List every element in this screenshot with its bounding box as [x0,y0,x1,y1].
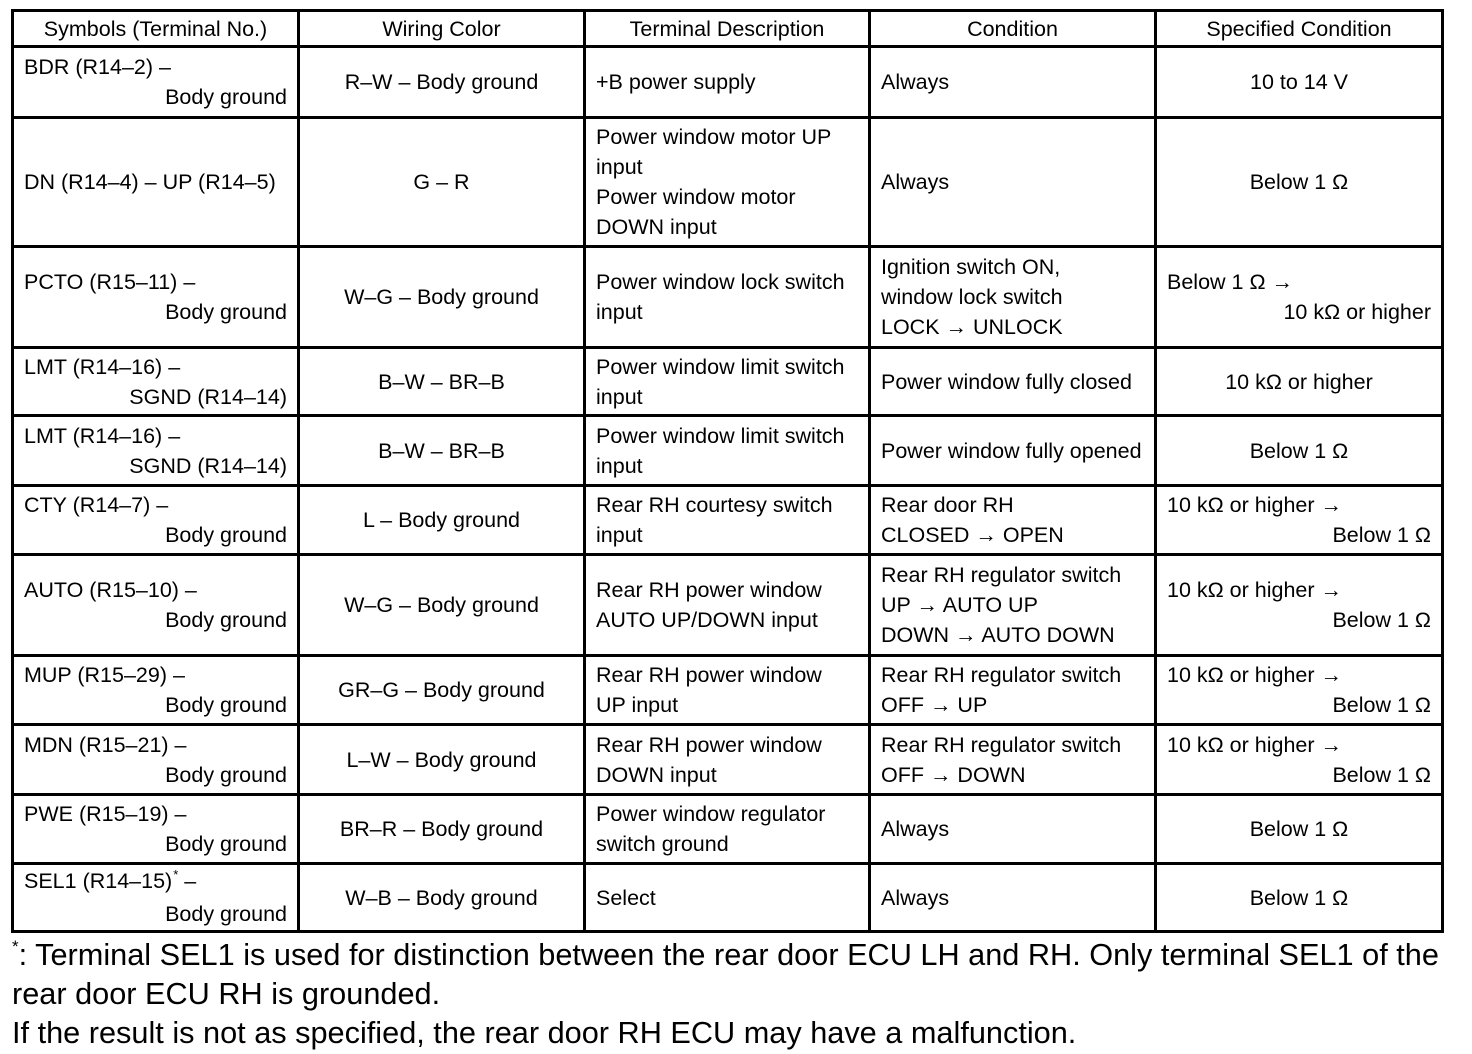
terminal-description-cell [586,556,868,654]
terminal-description-cell [586,417,868,484]
symbol-cell [14,796,297,862]
specified-condition-line: Below 1 Ω [1332,608,1431,632]
condition-line: Power window fully opened [881,438,1142,463]
symbol-line: DN (R14–4) – UP (R14–5) [24,170,276,194]
header-specified-condition: Specified Condition [1157,12,1441,45]
condition-cell [871,865,1154,930]
table-row [14,48,1441,116]
table-row [14,248,1441,346]
symbol-line: SGND (R14–14) [129,384,287,409]
terminal-description-cell [586,119,868,245]
table-row [14,657,1441,723]
description-line: input [596,155,643,179]
condition-cell [871,417,1154,484]
footnote-asterisk: * [12,937,19,956]
terminal-description-cell [586,349,868,414]
symbol-cell [14,865,297,930]
table-row [14,119,1441,245]
wiring-color-cell: W–G – Body ground [300,248,583,346]
specified-condition-cell [1157,248,1441,346]
wiring-color-cell: GR–G – Body ground [300,657,583,723]
terminal-description-cell [586,726,868,793]
symbol-line: Body ground [165,832,287,856]
specified-condition-line: Below 1 Ω → [1167,270,1294,294]
symbol-line: Body ground [165,693,287,717]
wiring-color-cell: R–W – Body ground [300,48,583,116]
symbol-line: Body ground [165,300,287,324]
terminal-description-cell [586,487,868,553]
condition-line: Always [881,170,950,194]
symbol-line: Body ground [165,902,287,926]
table-row [14,349,1441,414]
symbol-line: Body ground [165,523,287,547]
table-header-row [14,12,1441,45]
header-symbols: Symbols (Terminal No.) [14,12,297,45]
footnote-line: rear door ECU RH is grounded. [12,976,441,1011]
condition-line: DOWN → AUTO DOWN [881,623,1115,647]
symbol-text: SEL1 (R14–15) [24,869,173,893]
symbol-cell [14,657,297,723]
specified-condition-cell [1157,657,1441,723]
specified-condition-cell [1157,48,1441,116]
specified-condition-line: 10 kΩ or higher → [1167,493,1343,517]
header-wiring-color: Wiring Color [300,12,583,45]
terminal-description-cell [586,48,868,116]
table-row [14,487,1441,553]
symbol-line: AUTO (R15–10) – [24,578,197,602]
symbol-line: SGND (R14–14) [129,453,287,478]
condition-line: OFF → UP [881,693,988,717]
condition-cell [871,48,1154,116]
footnote-reference-asterisk: * [173,867,179,882]
header-condition: Condition [871,12,1154,45]
wiring-color-cell: BR–R – Body ground [300,796,583,862]
symbol-line: Body ground [165,762,287,787]
symbol-line: MUP (R15–29) – [24,663,185,687]
malfunction-note: If the result is not as specified, the rear door RH ECU may have a malfunction. [12,1015,1077,1050]
description-line: Rear RH power window [596,663,822,687]
header-terminal-description: Terminal Description [586,12,868,45]
condition-line: Rear RH regulator switch [881,663,1122,687]
footnote-text: : Terminal SEL1 is used for distinction between the rear door ECU LH and RH. Only terminal SEL1 of the [18,937,1439,972]
symbol-line: BDR (R14–2) – [24,55,171,79]
specified-condition-cell [1157,865,1441,930]
table-row [14,865,1441,930]
symbol-cell [14,726,297,793]
symbol-line: Body ground [165,85,287,109]
symbol-cell [14,556,297,654]
description-line: Power window motor UP [596,125,832,149]
symbol-line: LMT (R14–16) – [24,423,181,448]
specified-condition-line: Below 1 Ω [1249,438,1349,463]
footnote [12,935,1439,1052]
description-line: input [596,523,643,547]
specified-condition-cell [1157,487,1441,553]
condition-line: Always [881,70,950,94]
table-row [14,796,1441,862]
symbol-line: PCTO (R15–11) – [24,270,196,294]
symbol-line: Body ground [165,608,287,632]
wiring-color-cell: G – R [300,119,583,245]
symbol-line: PWE (R15–19) – [24,802,187,826]
condition-cell [871,349,1154,414]
specified-condition-cell [1157,119,1441,245]
symbol-dash: – [178,869,197,893]
condition-line: OFF → DOWN [881,762,1026,787]
description-line: Select [596,885,656,910]
specified-condition-cell [1157,556,1441,654]
description-line: Power window limit switch [596,354,845,379]
table-row [14,417,1441,484]
symbol-cell [14,417,297,484]
specified-condition-cell [1157,726,1441,793]
condition-cell [871,487,1154,553]
specified-condition-line: Below 1 Ω [1249,817,1349,841]
description-line: Rear RH courtesy switch [596,493,833,517]
specified-condition-line: Below 1 Ω [1249,885,1349,910]
description-line: Rear RH power window [596,732,822,757]
condition-cell [871,796,1154,862]
condition-line: LOCK → UNLOCK [881,315,1063,339]
symbol-line: MDN (R15–21) – [24,732,187,757]
condition-line: Rear RH regulator switch [881,563,1122,587]
description-line: input [596,453,643,478]
wiring-color-cell: L–W – Body ground [300,726,583,793]
symbol-cell [14,349,297,414]
description-line: Power window lock switch [596,270,845,294]
symbol-cell [14,119,297,245]
specified-condition-line: Below 1 Ω [1249,170,1349,194]
condition-line: Always [881,885,950,910]
description-line: input [596,300,643,324]
condition-cell [871,657,1154,723]
terminal-description-cell [586,248,868,346]
symbol-cell [14,487,297,553]
symbol-cell [14,48,297,116]
specified-condition-line: 10 kΩ or higher → [1167,663,1343,687]
condition-line: window lock switch [881,285,1063,309]
specified-condition-line: 10 kΩ or higher [1225,369,1373,394]
condition-line: UP → AUTO UP [881,593,1038,617]
terminal-description-cell [586,796,868,862]
specified-condition-line: 10 kΩ or higher → [1167,578,1343,602]
specified-condition-line: Below 1 Ω [1332,762,1431,787]
table-row [14,556,1441,654]
terminal-description-cell [586,865,868,930]
description-line: UP input [596,693,679,717]
terminal-description-cell [586,657,868,723]
footnote-line [12,935,1439,974]
symbol-line: LMT (R14–16) – [24,354,181,379]
description-line: switch ground [596,832,729,856]
wiring-color-cell: B–W – BR–B [300,417,583,484]
symbol-cell [14,248,297,346]
condition-cell [871,556,1154,654]
condition-line: Rear door RH [881,493,1014,517]
specified-condition-line: 10 kΩ or higher → [1167,732,1343,757]
specified-condition-line: Below 1 Ω [1332,523,1431,547]
description-line: DOWN input [596,762,717,787]
description-line: Power window motor [596,185,796,209]
description-line: Rear RH power window [596,578,822,602]
condition-line: Power window fully closed [881,369,1132,394]
wiring-color-cell: L – Body ground [300,487,583,553]
specified-condition-line: 10 to 14 V [1249,70,1349,94]
description-line: input [596,384,643,409]
specified-condition-line: Below 1 Ω [1332,693,1431,717]
condition-cell [871,248,1154,346]
wiring-color-cell: B–W – BR–B [300,349,583,414]
symbol-line: CTY (R14–7) – [24,493,169,517]
table-row [14,726,1441,793]
specified-condition-cell [1157,796,1441,862]
condition-line: Rear RH regulator switch [881,732,1122,757]
condition-line: CLOSED → OPEN [881,523,1064,547]
description-line: +B power supply [596,70,756,94]
condition-line: Ignition switch ON, [881,255,1061,279]
description-line: DOWN input [596,215,717,239]
condition-line: Always [881,817,950,841]
terminal-inspection-table [11,9,1444,933]
wiring-color-cell: W–G – Body ground [300,556,583,654]
description-line: Power window regulator [596,802,826,826]
specified-condition-cell [1157,417,1441,484]
description-line: Power window limit switch [596,423,845,448]
condition-cell [871,119,1154,245]
description-line: AUTO UP/DOWN input [596,608,818,632]
specified-condition-cell [1157,349,1441,414]
specified-condition-line: 10 kΩ or higher [1283,300,1431,324]
symbol-line [24,866,287,899]
condition-cell [871,726,1154,793]
wiring-color-cell: W–B – Body ground [300,865,583,930]
